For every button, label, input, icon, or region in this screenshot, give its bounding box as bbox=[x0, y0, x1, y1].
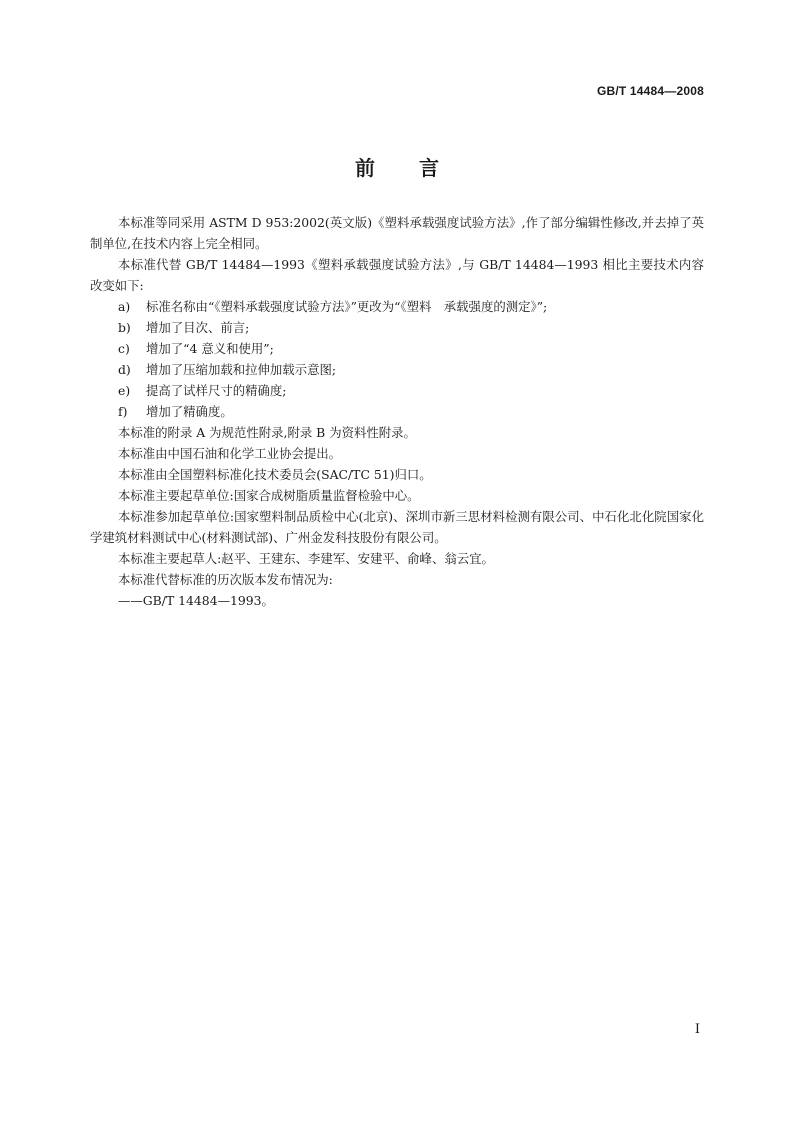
list-marker: c) bbox=[118, 341, 130, 356]
list-item bbox=[90, 317, 704, 338]
list-item-text: 增加了目次、前言; bbox=[146, 320, 250, 335]
paragraph-drafters: 本标准主要起草人:赵平、王建东、李建军、安建平、俞峰、翁云宜。 bbox=[118, 551, 494, 566]
paragraph-main-drafter-org: 本标准主要起草单位:国家合成树脂质量监督检验中心。 bbox=[118, 488, 420, 503]
paragraph-participating-orgs: 本标准参加起草单位:国家塑料制品质检中心(北京)、深圳市新三思材料检测有限公司、中石化北化院国家化学建筑材料测试中心(材料测试部)、广州金发科技股份有限公司。 bbox=[90, 509, 704, 545]
foreword-body bbox=[90, 212, 704, 611]
list-item bbox=[90, 338, 704, 359]
page-title: 前言 bbox=[355, 156, 483, 180]
list-marker: a) bbox=[118, 299, 131, 314]
list-marker: b) bbox=[118, 320, 131, 335]
paragraph-adoption: 本标准等同采用 ASTM D 953:2002(英文版)《塑料承载强度试验方法》,作了部分编辑性修改,并去掉了英制单位,在技术内容上完全相同。 bbox=[90, 215, 704, 251]
list-item-text: 标准名称由“《塑料承载强度试验方法》”更改为“《塑料 承载强度的测定》”; bbox=[146, 299, 548, 314]
list-marker: e) bbox=[118, 383, 131, 398]
page-number: I bbox=[694, 1022, 700, 1037]
list-item bbox=[90, 380, 704, 401]
paragraph-proposer: 本标准由中国石油和化学工业协会提出。 bbox=[118, 446, 342, 461]
list-item-text: 增加了精确度。 bbox=[146, 404, 233, 419]
list-item-text: 提高了试样尺寸的精确度; bbox=[146, 383, 287, 398]
list-marker: f) bbox=[118, 404, 128, 419]
paragraph-history-item: ——GB/T 14484—1993。 bbox=[118, 593, 274, 608]
paragraph-committee: 本标准由全国塑料标准化技术委员会(SAC/TC 51)归口。 bbox=[118, 467, 432, 482]
list-item-text: 增加了压缩加载和拉伸加载示意图; bbox=[146, 362, 337, 377]
paragraph-replacement: 本标准代替 GB/T 14484—1993《塑料承载强度试验方法》,与 GB/T 14484—1993 相比主要技术内容改变如下: bbox=[90, 257, 704, 293]
list-item bbox=[90, 296, 704, 317]
list-marker: d) bbox=[118, 362, 131, 377]
paragraph-history-intro: 本标准代替标准的历次版本发布情况为: bbox=[118, 572, 333, 587]
list-item bbox=[90, 401, 704, 422]
list-item bbox=[90, 359, 704, 380]
list-item-text: 增加了“4 意义和使用”; bbox=[146, 341, 274, 356]
paragraph-annex: 本标准的附录 A 为规范性附录,附录 B 为资料性附录。 bbox=[118, 425, 416, 440]
document-id-header: GB/T 14484—2008 bbox=[596, 84, 704, 98]
